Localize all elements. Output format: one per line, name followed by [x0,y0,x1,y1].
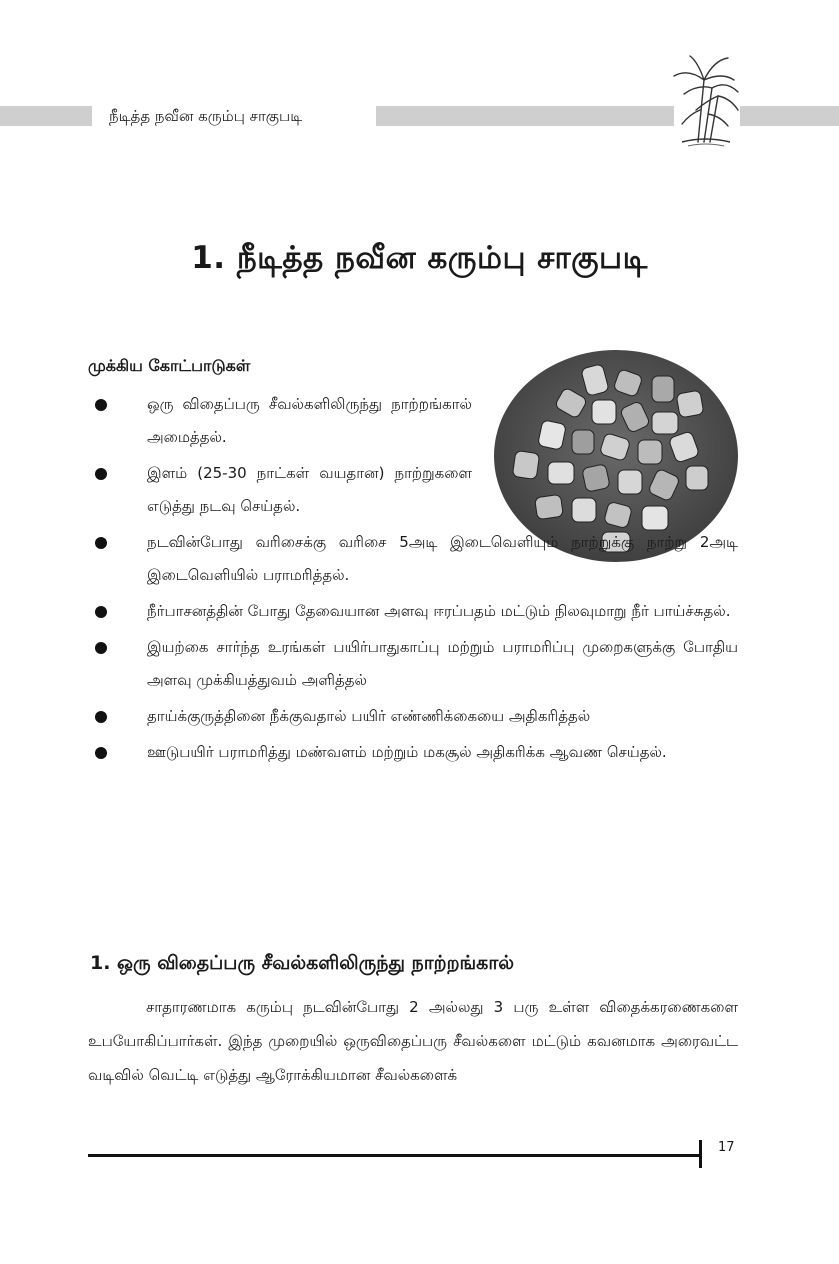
running-header-title: நீடித்த நவீன கரும்பு சாகுபடி [109,107,303,125]
bullet-icon [95,711,107,723]
bullet-icon [95,747,107,759]
header-bar-right [740,106,839,126]
bullet-icon [95,399,107,411]
principles-heading: முக்கிய கோட்பாடுகள் [88,356,251,375]
footer-rule [88,1154,700,1157]
bullet-icon [95,606,107,618]
section-paragraph: சாதாரணமாக கரும்பு நடவின்போது 2 அல்லது 3 பரு உள்ள விதைக்கரணைகளை உபயோகிப்பார்கள். இந்த முறையில் ஒருவிதைப்பரு சீவல்களை மட்டும் கவனமாக அரைவட்ட வடிவில் வெட்டி எடுத்து ஆரோக்கியமான சீவல்களைக் [88,998,738,1084]
list-item: நீர்பாசனத்தின் போது தேவையான அளவு ஈரப்பதம் மட்டும் நிலவுமாறு நீர் பாய்ச்சுதல். [92,595,738,628]
header-bar-left [0,106,92,126]
list-item: தாய்க்குருத்தினை நீக்குவதால் பயிர் எண்ணிக்கையை அதிகரித்தல் [92,700,738,733]
list-item: இயற்கை சார்ந்த உரங்கள் பயிர்பாதுகாப்பு மற்றும் பராமரிப்பு முறைகளுக்கு போதிய அளவு முக்கியத்துவம் அளித்தல் [92,631,738,697]
page-number: 17 [718,1140,735,1155]
chapter-title: 1. நீடித்த நவீன கரும்பு சாகுபடி [191,240,648,276]
bullet-icon [95,468,107,480]
principles-list [92,388,738,772]
header-bar-middle [376,106,674,126]
list-item: இளம் (25-30 நாட்கள் வயதான) நாற்றுகளை எடுத்து நடவு செய்தல். [92,457,472,523]
sugarcane-plant-icon [668,50,742,150]
bullet-icon [95,537,107,549]
list-item: ஊடுபயிர் பராமரித்து மண்வளம் மற்றும் மகசூல் அதிகரிக்க ஆவண செய்தல். [92,736,738,769]
bullet-icon [95,642,107,654]
list-item: நடவின்போது வரிசைக்கு வரிசை 5அடி இடைவெளியும் நாற்றுக்கு நாற்று 2அடி இடைவெளியில் பராமரித்தல். [92,526,738,592]
section-heading: 1. ஒரு விதைப்பரு சீவல்களிலிருந்து நாற்றங்கால் [90,952,515,974]
list-item: ஒரு விதைப்பரு சீவல்களிலிருந்து நாற்றங்கால் அமைத்தல். [92,388,472,454]
footer-rule-end [699,1140,702,1168]
